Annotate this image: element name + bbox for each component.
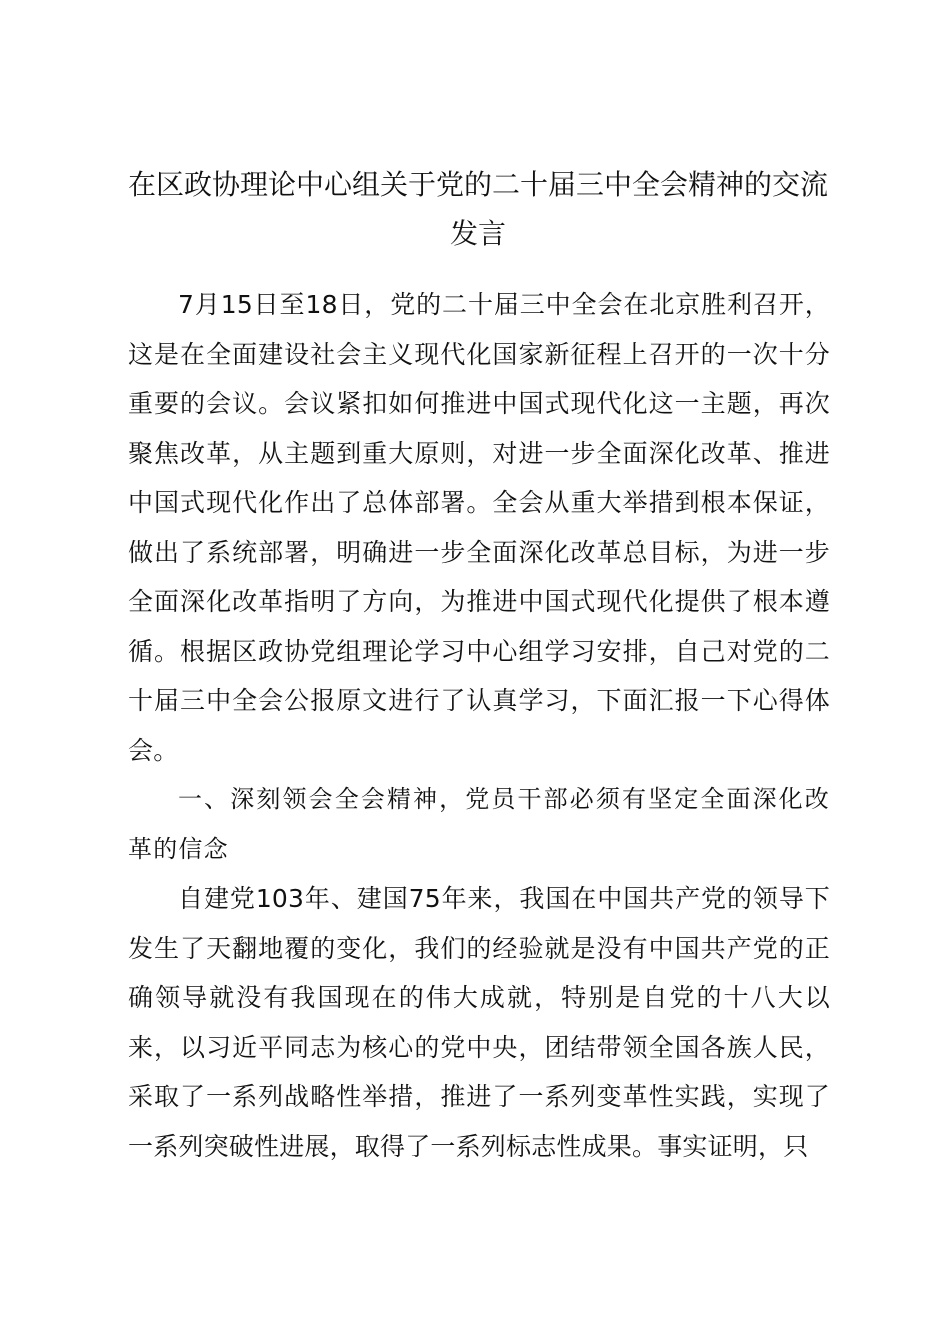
document-body [128, 280, 830, 1171]
section-heading-1: 一、深刻领会全会精神，党员干部必须有坚定全面深化改革的信念 [128, 785, 830, 863]
section-1-paragraph: 自建党103年、建国75年来，我国在中国共产党的领导下发生了天翻地覆的变化，我们的经验就是没有中国共产党的正确领导就没有我国现在的伟大成就，特别是自党的十八大以来，以习近平同志为核心的党中央，团结带领全国各族人民，采取了一系列战略性举措，推进了一系列变革性实践，实现了一系列突破性进展，取得了一系列标志性成果。事实证明，只 [128, 884, 830, 1161]
intro-paragraph: 7月15日至18日，党的二十届三中全会在北京胜利召开，这是在全面建设社会主义现代化国家新征程上召开的一次十分重要的会议。会议紧扣如何推进中国式现代化这一主题，再次聚焦改革，从主题到重大原则，对进一步全面深化改革、推进中国式现代化作出了总体部署。全会从重大举措到根本保证，做出了系统部署，明确进一步全面深化改革总目标，为进一步全面深化改革指明了方向，为推进中国式现代化提供了根本遵循。根据区政协党组理论学习中心组学习安排，自己对党的二十届三中全会公报原文进行了认真学习，下面汇报一下心得体会。 [128, 290, 830, 765]
document-title: 在区政协理论中心组关于党的二十届三中全会精神的交流发言 [128, 168, 829, 250]
